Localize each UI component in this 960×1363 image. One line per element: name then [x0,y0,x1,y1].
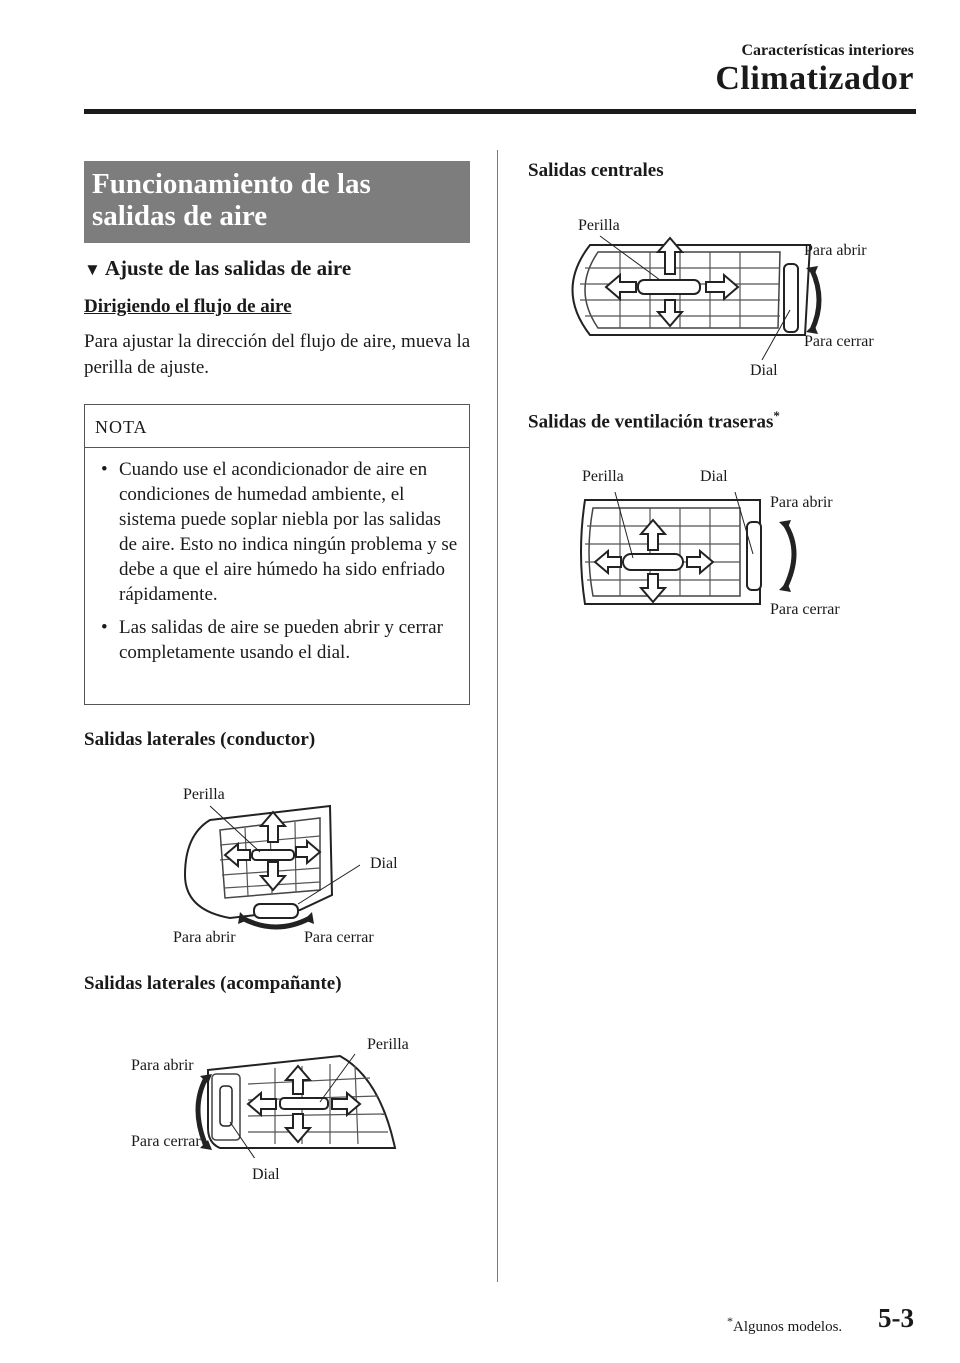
label-perilla: Perilla [582,468,624,485]
label-para-cerrar: Para cerrar [770,601,840,618]
note-title: NOTA [95,417,148,437]
note-item: • Cuando use el acondicionador de aire en condiciones de humedad ambiente, el sistema puede soplar niebla por las salidas de aire. Esto no indica ningún problema y se debe a que el aire húmedo ha sido enfriado rápidamente. [97,457,459,607]
section-title-line2: salidas de aire [92,200,268,232]
footer-note-text: Algunos modelos. [733,1319,843,1335]
label-para-cerrar: Para cerrar [304,929,374,946]
label-dial: Dial [750,362,778,379]
central-vent-illustration [550,230,830,360]
label-para-abrir: Para abrir [173,929,236,946]
figure-caption-traseras-text: Salidas de ventilación traseras [528,411,774,433]
footer-asterisk: * [727,1314,733,1328]
label-para-cerrar: Para cerrar [131,1133,201,1150]
note-list [97,457,459,673]
column-divider [497,150,498,1282]
subsubsection-heading: Dirigiendo el flujo de aire [84,296,292,317]
label-perilla: Perilla [578,217,620,234]
label-dial: Dial [700,468,728,485]
asterisk-mark: * [773,408,780,423]
figure-caption-traseras [528,408,780,433]
figure-caption-centrales: Salidas centrales [528,160,664,181]
note-divider [85,447,469,448]
label-para-cerrar: Para cerrar [804,333,874,350]
label-dial: Dial [370,855,398,872]
section-title-line1: Funcionamiento de las [92,168,371,200]
label-para-abrir: Para abrir [131,1057,194,1074]
lateral-conductor-vent-illustration [170,800,360,940]
chapter-title: Climatizador [715,60,914,97]
note-box [84,404,470,705]
label-perilla: Perilla [183,786,225,803]
body-paragraph: Para ajustar la dirección del flujo de aire, mueva la perilla de ajuste. [84,331,471,378]
header-rule [84,109,916,114]
lateral-acompanante-vent-illustration [190,1048,400,1158]
subsection-title: Ajuste de las salidas de aire [104,256,352,280]
label-para-abrir: Para abrir [804,242,867,259]
triangle-marker-icon: ▼ [84,260,101,279]
subsection-heading [84,256,351,281]
chapter-subtitle: Características interiores [741,42,914,59]
note-item: • Las salidas de aire se pueden abrir y cerrar completamente usando el dial. [97,615,459,665]
section-heading [84,161,470,243]
page-number: 5-3 [878,1303,914,1333]
label-dial: Dial [252,1166,280,1183]
figure-caption-lateral-conductor: Salidas laterales (conductor) [84,729,316,750]
footer-note [727,1314,842,1336]
figure-caption-lateral-acompanante: Salidas laterales (acompañante) [84,973,342,994]
label-para-abrir: Para abrir [770,494,833,511]
label-perilla: Perilla [367,1036,409,1053]
